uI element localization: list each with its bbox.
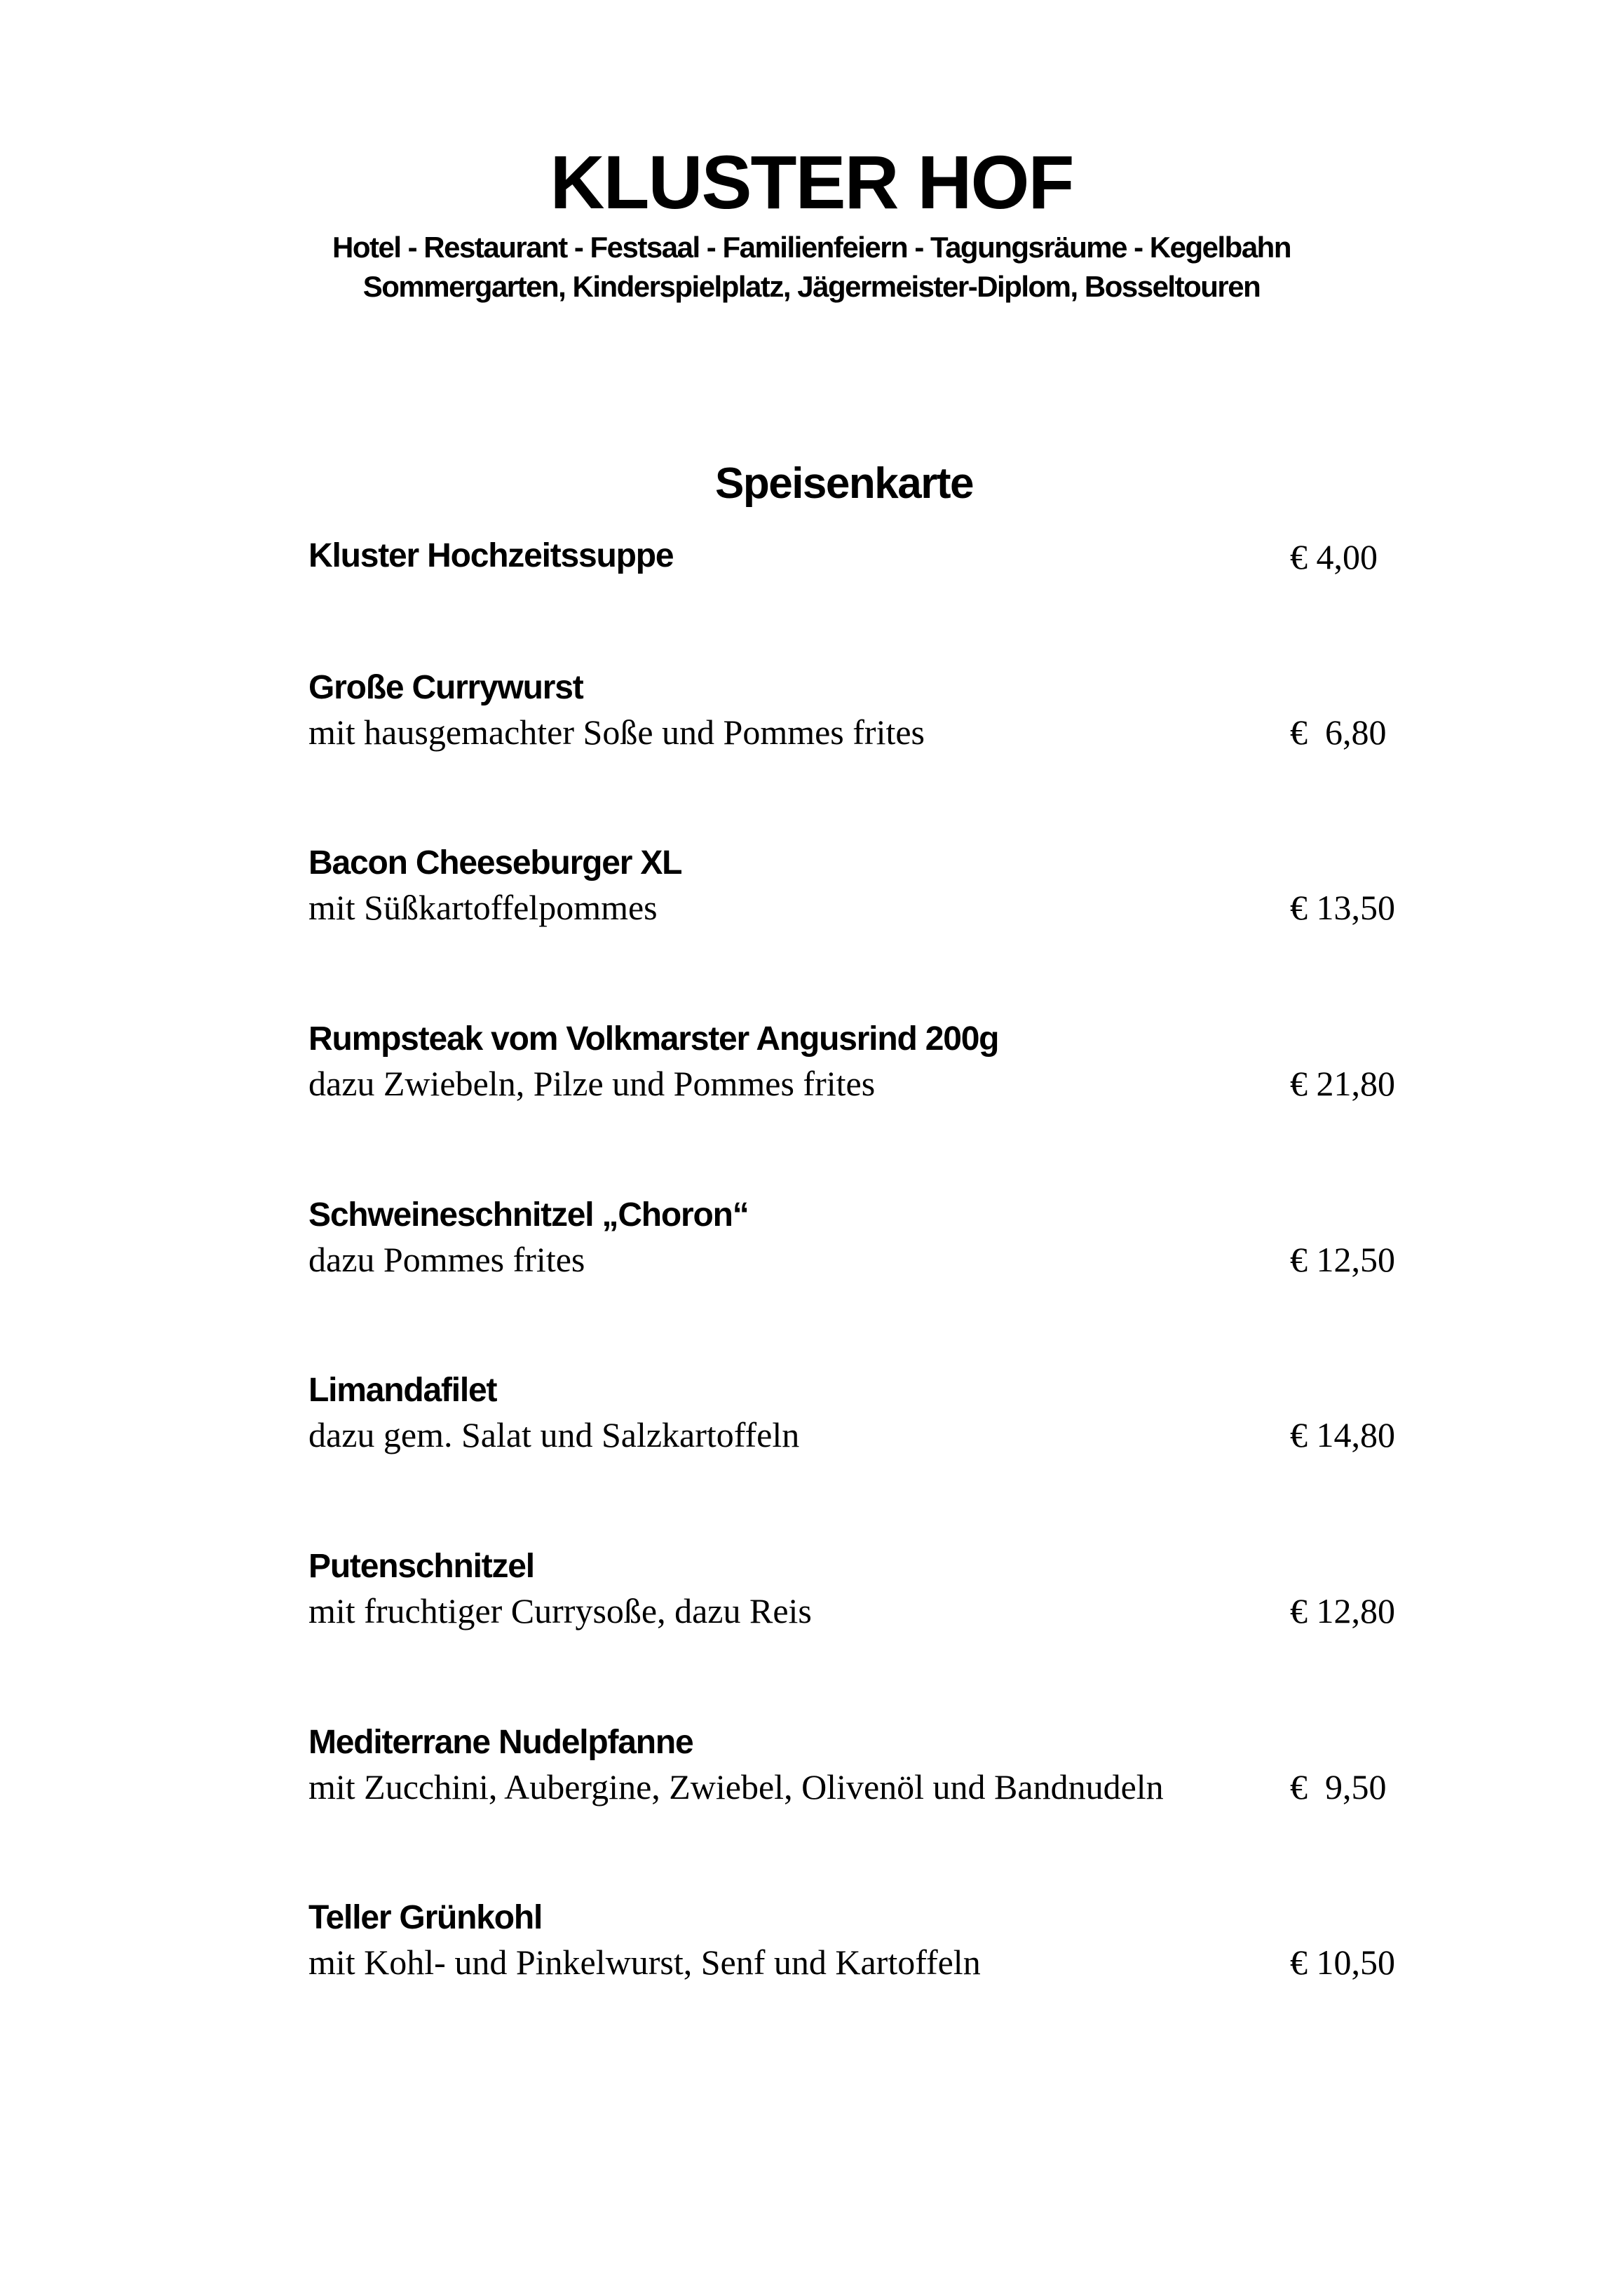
menu-item bbox=[308, 1545, 1430, 1650]
menu-item bbox=[308, 666, 1430, 771]
menu-item-price: € 4,00 bbox=[1290, 537, 1378, 576]
menu-item-price: € 10,50 bbox=[1290, 1943, 1395, 1982]
menu-item-price: € 9,50 bbox=[1290, 1767, 1387, 1807]
menu-item-description: mit fruchtiger Currysoße, dazu Reis bbox=[308, 1591, 812, 1630]
menu-item-name: Rumpsteak vom Volkmarster Angusrind 200g bbox=[308, 1020, 999, 1058]
menu-item bbox=[308, 842, 1430, 947]
menu-item-description: mit Zucchini, Aubergine, Zwiebel, Olivenöl und Bandnudeln bbox=[308, 1767, 1164, 1807]
menu-item-name: Schweineschnitzel „Choron“ bbox=[308, 1196, 749, 1234]
menu-item bbox=[308, 1896, 1430, 2001]
menu-item bbox=[308, 1721, 1430, 1826]
menu-item-description: dazu gem. Salat und Salzkartoffeln bbox=[308, 1415, 800, 1454]
menu-item-description: mit hausgemachter Soße und Pommes frites bbox=[308, 713, 925, 752]
menu-item-description: mit Kohl- und Pinkelwurst, Senf und Kartoffeln bbox=[308, 1943, 981, 1982]
restaurant-title: KLUSTER HOF bbox=[550, 140, 1073, 224]
menu-item-price: € 14,80 bbox=[1290, 1415, 1395, 1454]
restaurant-services-line-1: Hotel - Restaurant - Festsaal - Familienfeiern - Tagungsräume - Kegelbahn bbox=[332, 231, 1291, 264]
menu-item-price: € 12,80 bbox=[1290, 1591, 1395, 1630]
menu-item-price: € 13,50 bbox=[1290, 888, 1395, 927]
menu-item-price: € 21,80 bbox=[1290, 1064, 1395, 1103]
menu-item-description: dazu Zwiebeln, Pilze und Pommes frites bbox=[308, 1064, 876, 1103]
menu-item-name: Limandafilet bbox=[308, 1372, 497, 1409]
menu-item bbox=[308, 1018, 1430, 1123]
menu-item-name: Mediterrane Nudelpfanne bbox=[308, 1724, 693, 1761]
menu-item-price: € 12,50 bbox=[1290, 1240, 1395, 1279]
menu-item-description: mit Süßkartoffelpommes bbox=[308, 888, 658, 927]
menu-item bbox=[308, 1194, 1430, 1299]
menu-item-description: dazu Pommes frites bbox=[308, 1240, 585, 1279]
menu-item-name: Bacon Cheeseburger XL bbox=[308, 844, 682, 882]
menu-item-name: Kluster Hochzeitssuppe bbox=[308, 537, 674, 574]
menu-item-price: € 6,80 bbox=[1290, 713, 1387, 752]
menu-title: Speisenkarte bbox=[715, 459, 973, 508]
menu-item bbox=[308, 1369, 1430, 1474]
restaurant-services-line-2: Sommergarten, Kinderspielplatz, Jägermeister-Diplom, Bosseltouren bbox=[362, 270, 1261, 303]
menu-item bbox=[308, 534, 1430, 640]
menu-item-name: Putenschnitzel bbox=[308, 1548, 534, 1585]
menu-item-name: Große Currywurst bbox=[308, 669, 583, 706]
menu-item-name: Teller Grünkohl bbox=[308, 1899, 543, 1936]
